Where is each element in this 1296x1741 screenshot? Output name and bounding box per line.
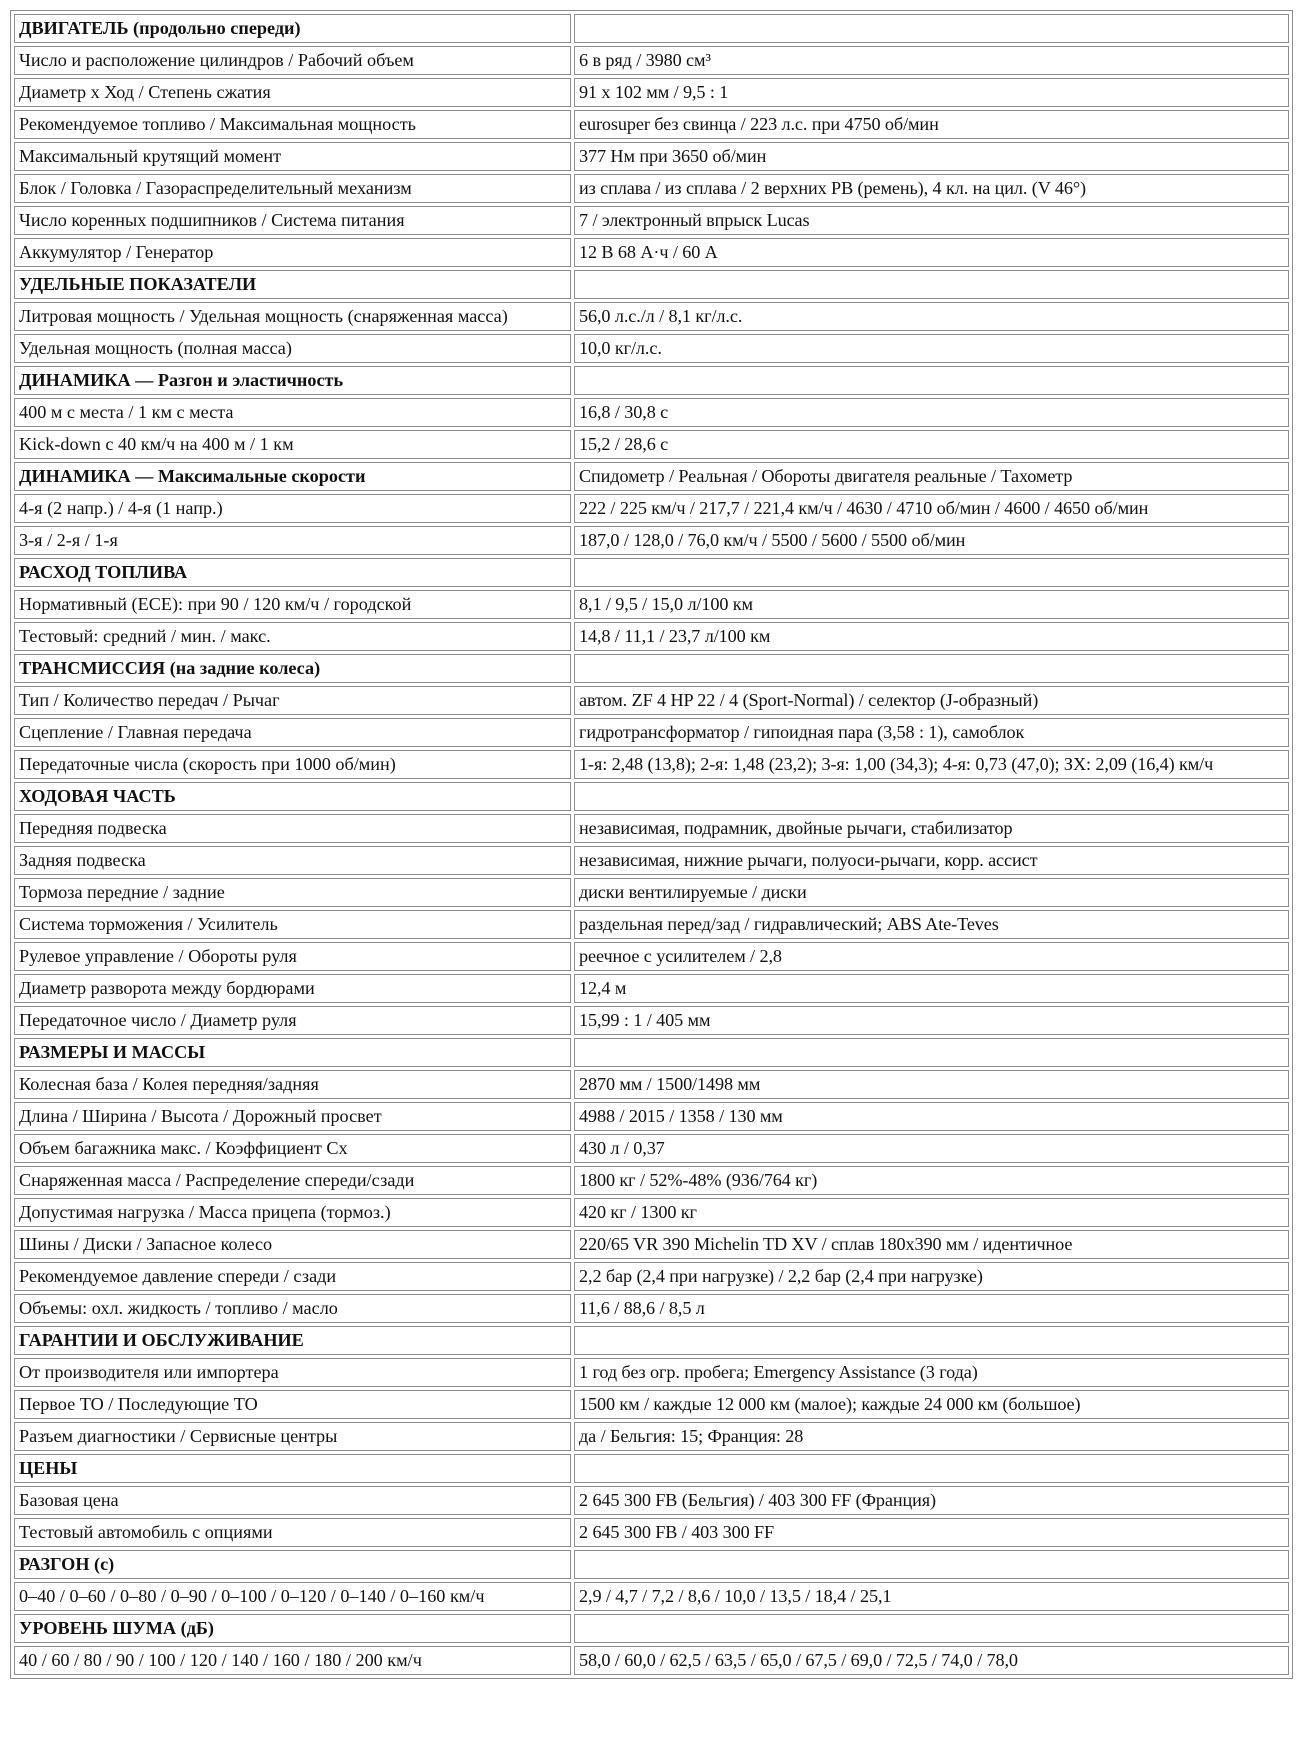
- param-value-cell: 420 кг / 1300 кг: [574, 1198, 1289, 1227]
- param-label-cell: Kick-down с 40 км/ч на 400 м / 1 км: [14, 430, 571, 459]
- table-row: [14, 910, 1289, 939]
- param-label-cell: Колесная база / Колея передняя/задняя: [14, 1070, 571, 1099]
- table-row: [14, 142, 1289, 171]
- section-header-row: [14, 1550, 1289, 1579]
- table-row: [14, 1006, 1289, 1035]
- param-label-cell: Шины / Диски / Запасное колесо: [14, 1230, 571, 1259]
- param-value-cell: 4988 / 2015 / 1358 / 130 мм: [574, 1102, 1289, 1131]
- param-value-cell: 1 год без огр. пробега; Emergency Assistance (3 года): [574, 1358, 1289, 1387]
- section-header-row: [14, 462, 1289, 491]
- section-header-row: [14, 366, 1289, 395]
- param-label-cell: 40 / 60 / 80 / 90 / 100 / 120 / 140 / 160 / 180 / 200 км/ч: [14, 1646, 571, 1675]
- param-value-cell: 2 645 300 FB (Бельгия) / 403 300 FF (Франция): [574, 1486, 1289, 1515]
- section-title-cell: ДИНАМИКА — Разгон и эластичность: [14, 366, 571, 395]
- spec-table-body: [14, 14, 1289, 1675]
- table-row: [14, 1294, 1289, 1323]
- table-row: [14, 846, 1289, 875]
- param-value-cell: да / Бельгия: 15; Франция: 28: [574, 1422, 1289, 1451]
- param-label-cell: Число коренных подшипников / Система питания: [14, 206, 571, 235]
- table-row: [14, 1646, 1289, 1675]
- param-value-cell: 1500 км / каждые 12 000 км (малое); каждые 24 000 км (большое): [574, 1390, 1289, 1419]
- param-value-cell: 2,2 бар (2,4 при нагрузке) / 2,2 бар (2,4 при нагрузке): [574, 1262, 1289, 1291]
- param-value-cell: 12,4 м: [574, 974, 1289, 1003]
- param-label-cell: Снаряженная масса / Распределение спереди/сзади: [14, 1166, 571, 1195]
- section-value-cell: [574, 1326, 1289, 1355]
- param-label-cell: Сцепление / Главная передача: [14, 718, 571, 747]
- table-row: [14, 302, 1289, 331]
- param-label-cell: 0–40 / 0–60 / 0–80 / 0–90 / 0–100 / 0–120 / 0–140 / 0–160 км/ч: [14, 1582, 571, 1611]
- section-title-cell: ГАРАНТИИ И ОБСЛУЖИВАНИЕ: [14, 1326, 571, 1355]
- param-label-cell: 4-я (2 напр.) / 4-я (1 напр.): [14, 494, 571, 523]
- section-header-row: [14, 1038, 1289, 1067]
- section-title-cell: УДЕЛЬНЫЕ ПОКАЗАТЕЛИ: [14, 270, 571, 299]
- param-value-cell: из сплава / из сплава / 2 верхних РВ (ремень), 4 кл. на цил. (V 46°): [574, 174, 1289, 203]
- section-value-cell: [574, 1614, 1289, 1643]
- table-row: [14, 398, 1289, 427]
- param-label-cell: Аккумулятор / Генератор: [14, 238, 571, 267]
- section-value-cell: [574, 558, 1289, 587]
- param-label-cell: Рулевое управление / Обороты руля: [14, 942, 571, 971]
- table-row: [14, 814, 1289, 843]
- param-label-cell: Разъем диагностики / Сервисные центры: [14, 1422, 571, 1451]
- table-row: [14, 78, 1289, 107]
- table-row: [14, 110, 1289, 139]
- table-row: [14, 46, 1289, 75]
- param-value-cell: 91 х 102 мм / 9,5 : 1: [574, 78, 1289, 107]
- table-row: [14, 334, 1289, 363]
- param-value-cell: 220/65 VR 390 Michelin TD XV / сплав 180х390 мм / идентичное: [574, 1230, 1289, 1259]
- table-row: [14, 1262, 1289, 1291]
- table-row: [14, 1422, 1289, 1451]
- param-label-cell: Базовая цена: [14, 1486, 571, 1515]
- param-label-cell: Рекомендуемое давление спереди / сзади: [14, 1262, 571, 1291]
- table-row: [14, 942, 1289, 971]
- param-value-cell: 2 645 300 FB / 403 300 FF: [574, 1518, 1289, 1547]
- section-header-row: [14, 14, 1289, 43]
- table-row: [14, 174, 1289, 203]
- section-header-row: [14, 1326, 1289, 1355]
- param-label-cell: Допустимая нагрузка / Масса прицепа (тормоз.): [14, 1198, 571, 1227]
- param-value-cell: 8,1 / 9,5 / 15,0 л/100 км: [574, 590, 1289, 619]
- table-row: [14, 1134, 1289, 1163]
- param-label-cell: Тестовый: средний / мин. / макс.: [14, 622, 571, 651]
- param-label-cell: Рекомендуемое топливо / Максимальная мощность: [14, 110, 571, 139]
- param-value-cell: раздельная перед/зад / гидравлический; ABS Ate-Teves: [574, 910, 1289, 939]
- section-value-cell: Спидометр / Реальная / Обороты двигателя реальные / Тахометр: [574, 462, 1289, 491]
- param-label-cell: Число и расположение цилиндров / Рабочий объем: [14, 46, 571, 75]
- param-label-cell: 400 м с места / 1 км с места: [14, 398, 571, 427]
- section-title-cell: РАСХОД ТОПЛИВА: [14, 558, 571, 587]
- param-value-cell: диски вентилируемые / диски: [574, 878, 1289, 907]
- param-value-cell: 58,0 / 60,0 / 62,5 / 63,5 / 65,0 / 67,5 / 69,0 / 72,5 / 74,0 / 78,0: [574, 1646, 1289, 1675]
- param-value-cell: 10,0 кг/л.с.: [574, 334, 1289, 363]
- table-row: [14, 974, 1289, 1003]
- table-row: [14, 686, 1289, 715]
- param-value-cell: 56,0 л.с./л / 8,1 кг/л.с.: [574, 302, 1289, 331]
- section-value-cell: [574, 14, 1289, 43]
- param-label-cell: Объем багажника макс. / Коэффициент Сх: [14, 1134, 571, 1163]
- section-value-cell: [574, 270, 1289, 299]
- param-value-cell: 2870 мм / 1500/1498 мм: [574, 1070, 1289, 1099]
- section-value-cell: [574, 366, 1289, 395]
- section-title-cell: РАЗМЕРЫ И МАССЫ: [14, 1038, 571, 1067]
- table-row: [14, 1102, 1289, 1131]
- param-value-cell: гидротрансформатор / гипоидная пара (3,58 : 1), самоблок: [574, 718, 1289, 747]
- table-row: [14, 622, 1289, 651]
- section-title-cell: ХОДОВАЯ ЧАСТЬ: [14, 782, 571, 811]
- param-value-cell: реечное с усилителем / 2,8: [574, 942, 1289, 971]
- table-row: [14, 1166, 1289, 1195]
- section-title-cell: ТРАНСМИССИЯ (на задние колеса): [14, 654, 571, 683]
- table-row: [14, 1486, 1289, 1515]
- param-value-cell: 15,99 : 1 / 405 мм: [574, 1006, 1289, 1035]
- table-row: [14, 494, 1289, 523]
- param-label-cell: Длина / Ширина / Высота / Дорожный просвет: [14, 1102, 571, 1131]
- param-label-cell: Система торможения / Усилитель: [14, 910, 571, 939]
- section-title-cell: ДВИГАТЕЛЬ (продольно спереди): [14, 14, 571, 43]
- param-value-cell: 14,8 / 11,1 / 23,7 л/100 км: [574, 622, 1289, 651]
- section-header-row: [14, 558, 1289, 587]
- table-row: [14, 1582, 1289, 1611]
- param-label-cell: Удельная мощность (полная масса): [14, 334, 571, 363]
- table-row: [14, 750, 1289, 779]
- param-value-cell: 187,0 / 128,0 / 76,0 км/ч / 5500 / 5600 / 5500 об/мин: [574, 526, 1289, 555]
- table-row: [14, 1198, 1289, 1227]
- table-row: [14, 430, 1289, 459]
- param-value-cell: 1800 кг / 52%-48% (936/764 кг): [574, 1166, 1289, 1195]
- table-row: [14, 238, 1289, 267]
- section-value-cell: [574, 1454, 1289, 1483]
- section-header-row: [14, 654, 1289, 683]
- table-row: [14, 1070, 1289, 1099]
- param-label-cell: 3-я / 2-я / 1-я: [14, 526, 571, 555]
- param-label-cell: Передаточное число / Диаметр руля: [14, 1006, 571, 1035]
- param-value-cell: 11,6 / 88,6 / 8,5 л: [574, 1294, 1289, 1323]
- section-value-cell: [574, 782, 1289, 811]
- section-header-row: [14, 270, 1289, 299]
- section-value-cell: [574, 1038, 1289, 1067]
- table-row: [14, 718, 1289, 747]
- param-label-cell: Тип / Количество передач / Рычаг: [14, 686, 571, 715]
- section-header-row: [14, 1454, 1289, 1483]
- param-value-cell: 15,2 / 28,6 с: [574, 430, 1289, 459]
- param-label-cell: Нормативный (ECE): при 90 / 120 км/ч / городской: [14, 590, 571, 619]
- param-label-cell: Задняя подвеска: [14, 846, 571, 875]
- section-title-cell: РАЗГОН (с): [14, 1550, 571, 1579]
- param-label-cell: Тестовый автомобиль с опциями: [14, 1518, 571, 1547]
- param-label-cell: Диаметр разворота между бордюрами: [14, 974, 571, 1003]
- table-row: [14, 1518, 1289, 1547]
- param-label-cell: Объемы: охл. жидкость / топливо / масло: [14, 1294, 571, 1323]
- param-value-cell: 222 / 225 км/ч / 217,7 / 221,4 км/ч / 4630 / 4710 об/мин / 4600 / 4650 об/мин: [574, 494, 1289, 523]
- param-value-cell: независимая, подрамник, двойные рычаги, стабилизатор: [574, 814, 1289, 843]
- section-title-cell: УРОВЕНЬ ШУМА (дБ): [14, 1614, 571, 1643]
- param-value-cell: eurosuper без свинца / 223 л.с. при 4750 об/мин: [574, 110, 1289, 139]
- table-row: [14, 1230, 1289, 1259]
- section-header-row: [14, 782, 1289, 811]
- section-value-cell: [574, 654, 1289, 683]
- table-row: [14, 206, 1289, 235]
- section-header-row: [14, 1614, 1289, 1643]
- param-value-cell: 377 Нм при 3650 об/мин: [574, 142, 1289, 171]
- param-label-cell: Максимальный крутящий момент: [14, 142, 571, 171]
- param-value-cell: автом. ZF 4 HP 22 / 4 (Sport-Normal) / селектор (J-образный): [574, 686, 1289, 715]
- table-row: [14, 590, 1289, 619]
- table-row: [14, 1358, 1289, 1387]
- param-label-cell: Литровая мощность / Удельная мощность (снаряженная масса): [14, 302, 571, 331]
- section-title-cell: ЦЕНЫ: [14, 1454, 571, 1483]
- param-label-cell: Передаточные числа (скорость при 1000 об/мин): [14, 750, 571, 779]
- spec-table: [10, 10, 1293, 1679]
- param-value-cell: 1-я: 2,48 (13,8); 2-я: 1,48 (23,2); 3-я: 1,00 (34,3); 4-я: 0,73 (47,0); ЗХ: 2,09 (16,4) км/ч: [574, 750, 1289, 779]
- param-label-cell: Первое ТО / Последующие ТО: [14, 1390, 571, 1419]
- param-label-cell: Передняя подвеска: [14, 814, 571, 843]
- table-row: [14, 878, 1289, 907]
- param-label-cell: Блок / Головка / Газораспределительный механизм: [14, 174, 571, 203]
- param-label-cell: Тормоза передние / задние: [14, 878, 571, 907]
- param-value-cell: 16,8 / 30,8 с: [574, 398, 1289, 427]
- param-value-cell: 430 л / 0,37: [574, 1134, 1289, 1163]
- param-value-cell: 6 в ряд / 3980 см³: [574, 46, 1289, 75]
- section-title-cell: ДИНАМИКА — Максимальные скорости: [14, 462, 571, 491]
- param-label-cell: От производителя или импортера: [14, 1358, 571, 1387]
- param-value-cell: 12 В 68 А·ч / 60 А: [574, 238, 1289, 267]
- table-row: [14, 526, 1289, 555]
- param-value-cell: независимая, нижние рычаги, полуоси-рычаги, корр. ассист: [574, 846, 1289, 875]
- param-value-cell: 7 / электронный впрыск Lucas: [574, 206, 1289, 235]
- section-value-cell: [574, 1550, 1289, 1579]
- table-row: [14, 1390, 1289, 1419]
- param-value-cell: 2,9 / 4,7 / 7,2 / 8,6 / 10,0 / 13,5 / 18,4 / 25,1: [574, 1582, 1289, 1611]
- param-label-cell: Диаметр х Ход / Степень сжатия: [14, 78, 571, 107]
